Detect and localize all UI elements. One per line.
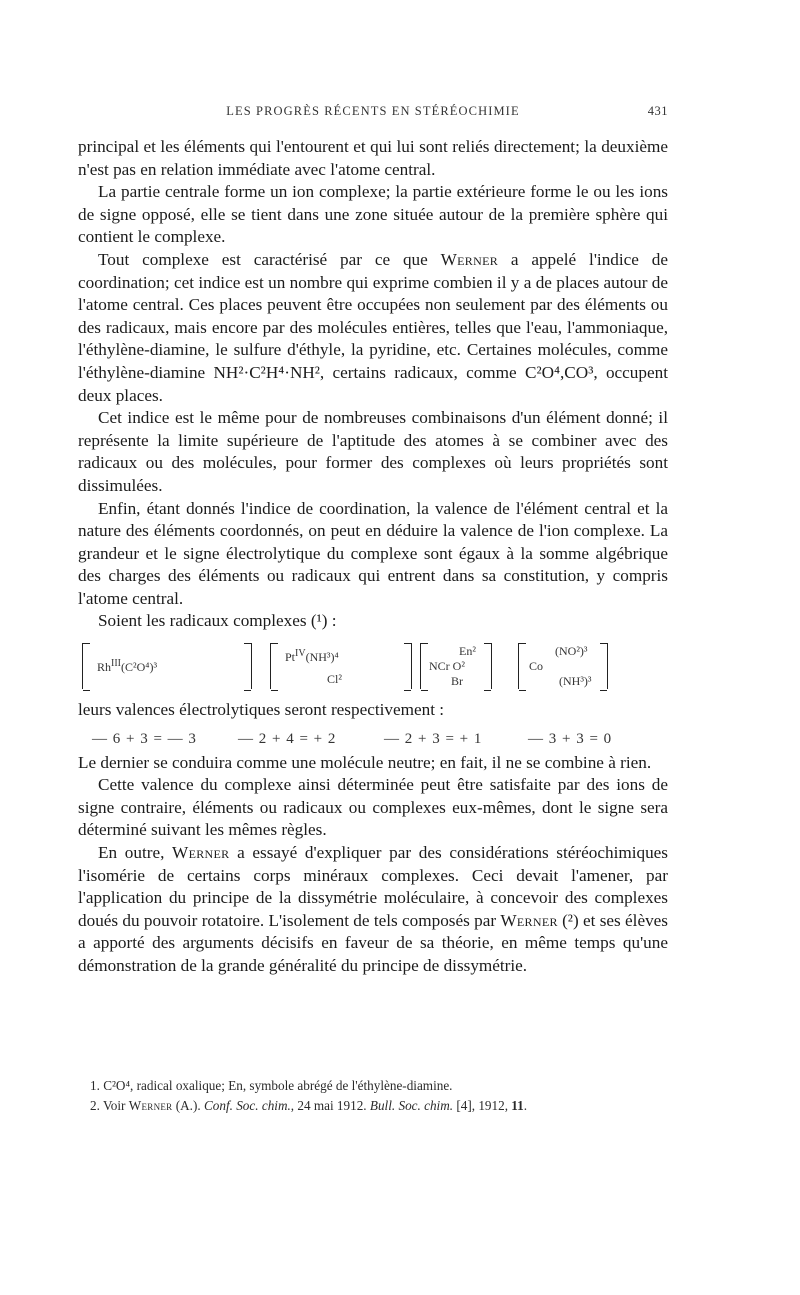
complex-cr-lower: Br — [451, 674, 463, 689]
complex-formulas — [78, 639, 668, 695]
complex-pt-center: Pt — [285, 650, 296, 665]
author-name: Werner — [440, 249, 498, 269]
complex-pt-lower: Cl² — [327, 672, 342, 687]
footnote-2-text-d: , 24 mai 1912. — [290, 1098, 370, 1113]
footnote-1: 1. C²O⁴, radical oxalique; En, symbole abrégé de l'éthylène-diamine. — [90, 1078, 453, 1093]
complex-pt-valence: IV — [295, 648, 306, 660]
page-number: 431 — [647, 104, 668, 118]
footnotes — [90, 1076, 670, 1116]
footnote-2-text-f: [4], 1912, — [453, 1098, 512, 1113]
paragraph-1: principal et les éléments qui l'entourent et qui lui sont reliés directement; la deuxième n'est pas en relation immédiate avec l'atome central. — [78, 137, 668, 179]
complex-co-center: Co — [529, 659, 544, 674]
paragraph-4: Cet indice est le même pour de nombreuses combinaisons d'un élément donné; il représente la limite supérieure de l'aptitude des atomes à se combiner avec des radicaux ou des molécules, pour former des complexes où leurs propriétés sont dissimulées. — [78, 408, 668, 495]
footnote-2 — [90, 1096, 670, 1116]
footnote-2-text-b: (A.). — [172, 1098, 204, 1113]
paragraph-10-text-b: a essayé d'expliquer par des considérations stéréochimiques l'isomérie de certains corps minéraux complexes. Ceci devait l'amener, par l'application du principe de la dissymétrie moléculaire, à concevoir des complexes doués du pouvoir rotatoire. L'isolement de tels composés par — [78, 843, 668, 930]
paragraph-8: Le dernier se conduira comme une molécule neutre; en fait, il ne se combine à rien. — [78, 752, 652, 772]
complex-co-upper: (NO²)³ — [555, 644, 588, 659]
footnote-author: Werner — [128, 1098, 173, 1113]
complex-co — [518, 643, 608, 689]
footnote-2-text-a: 2. Voir — [90, 1098, 129, 1113]
complex-cr — [420, 643, 492, 689]
paragraph-5: Enfin, étant donnés l'indice de coordination, la valence de l'élément central et la nature des éléments coordonnés, on peut en déduire la valence de l'ion complexe. La grandeur et le signe électrolytique du complexe sont égaux à la somme algébrique des charges des éléments ou radicaux qui entrent dans sa constitution, y compris l'atome central. — [78, 498, 668, 608]
valence-equation-1: — 6 + 3 = — 3 — [92, 730, 197, 747]
valence-equation-2: — 2 + 4 = + 2 — [238, 730, 337, 747]
body-text — [78, 136, 668, 978]
paragraph-10 — [78, 842, 668, 978]
paragraph-6: Soient les radicaux complexes (¹) : — [98, 611, 337, 631]
complex-cr-center: NCr — [429, 659, 450, 674]
footnote-2-journal-2: Bull. Soc. chim. — [369, 1098, 454, 1113]
valence-equation-3: — 2 + 3 = + 1 — [384, 730, 483, 747]
complex-cr-ligand: O² — [452, 659, 465, 674]
complex-rh-center: Rh — [97, 660, 112, 675]
paragraph-7: leurs valences électrolytiques seront respectivement : — [78, 700, 445, 720]
paragraph-9: Cette valence du complexe ainsi déterminée peut être satisfaite par des ions de signe contraire, éléments ou radicaux ou complexes eux-mêmes, dont le signe sera déterminé suivant les mêmes règles. — [78, 775, 668, 840]
valence-equation-4: — 3 + 3 = 0 — [528, 730, 613, 747]
author-name: Werner — [500, 910, 558, 930]
valence-equations — [78, 722, 668, 752]
paragraph-3 — [78, 249, 668, 407]
running-title: LES PROGRÈS RÉCENTS EN STÉRÉOCHIMIE — [226, 104, 520, 118]
running-head — [78, 104, 668, 124]
author-name: Werner — [172, 843, 230, 863]
paragraph-10-text-c: (²) et ses élèves a apporté des arguments décisifs en faveur de sa théorie, en même temps qu'une démonstration de la grande généralité du principe de dissymétrie. — [78, 910, 668, 975]
paragraph-10-text-a: En outre, — [98, 843, 173, 863]
paragraph-2: La partie centrale forme un ion complexe; la partie extérieure forme le ou les ions de signe opposé, elle se tient dans une zone située autour de la première sphère qui contient le complexe. — [78, 182, 668, 247]
complex-rh — [82, 643, 252, 689]
complex-rh-valence: III — [111, 658, 122, 670]
complex-rh-ligand: (C²O⁴)³ — [121, 660, 158, 675]
footnote-2-volume: 11 — [511, 1098, 524, 1113]
complex-pt — [270, 643, 412, 689]
footnote-2-text-h: . — [523, 1098, 528, 1113]
complex-cr-upper: En² — [459, 644, 476, 659]
footnote-2-journal-1: Conf. Soc. chim. — [203, 1098, 291, 1113]
paragraph-3-text-b: a appelé l'indice de coordination; cet indice est un nombre qui exprime combien il y a de places autour de l'atome central. Ces places peuvent être occupées non seulement par des éléments ou des radicaux, mais encore par des molécules entières, telles que l'eau, l'ammoniaque, l'éthylène-diamine, le sulfure d'éthyle, la pyridine, etc. Certaines molécules, comme l'éthylène-diamine NH²·C²H⁴·NH², certains radicaux, comme C²O⁴,CO³, occupent deux places. — [78, 249, 668, 405]
complex-pt-ligand: (NH³)⁴ — [305, 650, 339, 665]
complex-co-lower: (NH³)³ — [559, 674, 592, 689]
paragraph-3-text-a: Tout complexe est caractérisé par ce que — [98, 249, 441, 269]
